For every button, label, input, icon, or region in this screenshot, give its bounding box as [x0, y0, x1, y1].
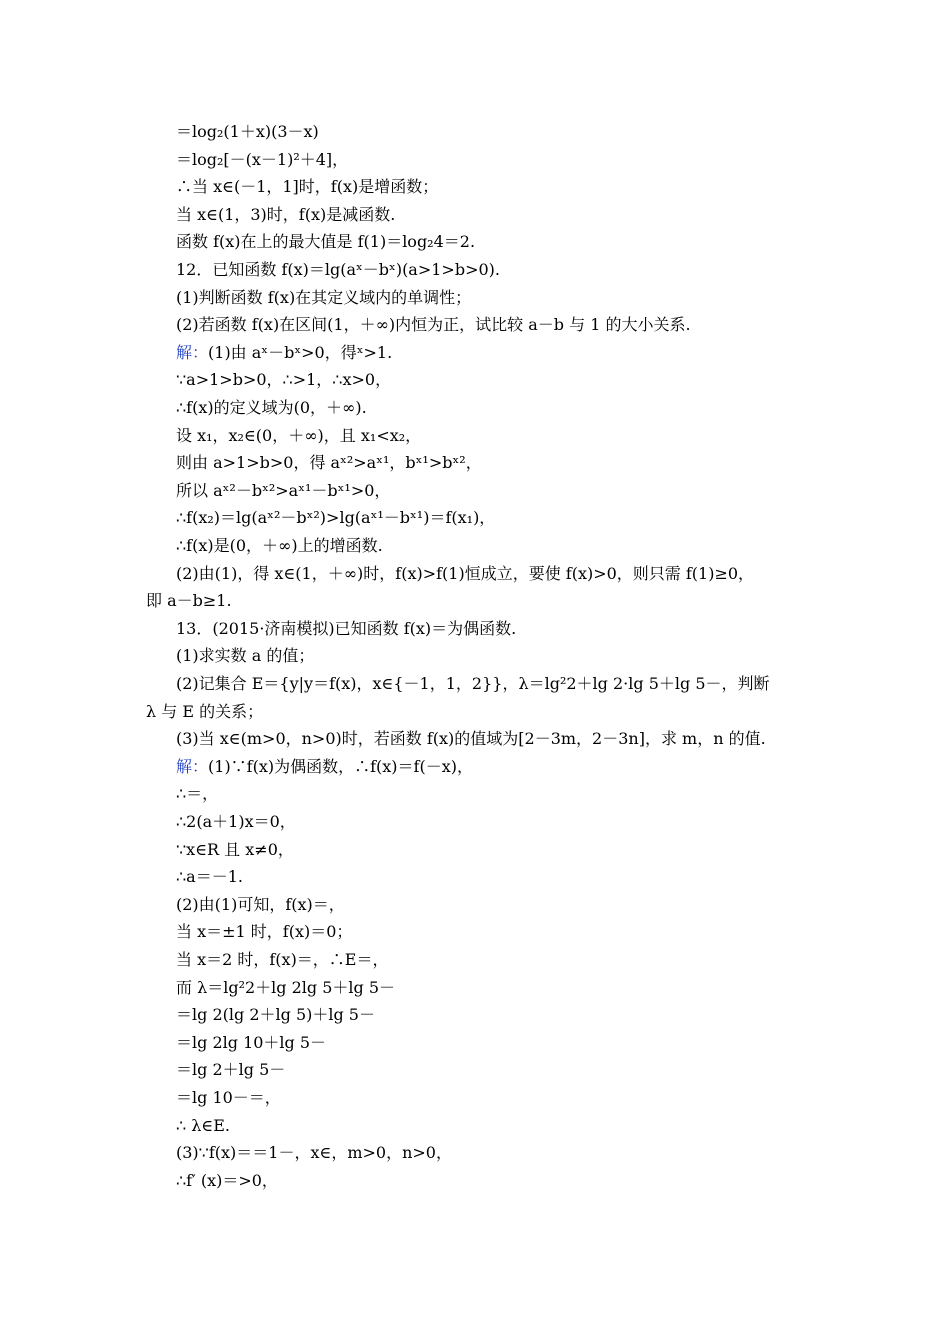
- text-line: [176, 1058, 285, 1082]
- line-text: (1)∵f(x)为偶函数，∴f(x)＝f(－x)，: [208, 757, 473, 776]
- line-text: ＝lg 10－＝，: [176, 1088, 281, 1107]
- line-text: ＝lg 2＋lg 5－: [176, 1060, 286, 1079]
- text-line: [176, 148, 348, 172]
- line-text: (2)记集合 E＝{y|y＝f(x)，x∈{－1，1，2}}，λ＝lg²2＋lg 2·lg 5＋lg 5－，判断: [176, 674, 770, 693]
- line-text: ∴f′ (x)＝>0，: [176, 1171, 278, 1190]
- line-text: ∴a＝－1.: [176, 867, 243, 886]
- text-line: [176, 617, 516, 641]
- text-line: [176, 1003, 375, 1027]
- text-line: [176, 810, 296, 834]
- text-line: [176, 479, 390, 503]
- text-line: [176, 782, 218, 806]
- line-text: 13．(2015·济南模拟)已知函数 f(x)＝为偶函数.: [176, 619, 517, 638]
- line-text: 12．已知函数 f(x)＝lg(aˣ－bˣ)(a>1>b>0).: [176, 260, 500, 279]
- text-line: [176, 424, 421, 448]
- text-line: [176, 313, 691, 337]
- text-line: [176, 865, 243, 889]
- text-line: [176, 644, 314, 668]
- line-text: ∴f(x)的定义域为(0，＋∞).: [176, 398, 367, 417]
- line-text: ＝log₂(1＋x)(3－x): [176, 122, 319, 141]
- line-text: λ 与 E 的关系；: [146, 702, 264, 721]
- text-line: [176, 534, 383, 558]
- line-text: ∴f(x₂)＝lg(aˣ²－bˣ²)>lg(aˣ¹－bˣ¹)＝f(x₁)，: [176, 508, 496, 527]
- line-text: 而 λ＝lg²2＋lg 2lg 5＋lg 5－: [176, 978, 396, 997]
- line-text: (2)由(1)可知，f(x)＝，: [176, 895, 345, 914]
- line-text: ∴当 x∈(－1，1]时，f(x)是增函数；: [176, 177, 439, 196]
- text-line: [176, 230, 475, 254]
- text-line: [176, 368, 391, 392]
- line-text: ∴2(a＋1)x＝0，: [176, 812, 296, 831]
- line-text: ∴ λ∈E.: [176, 1116, 231, 1135]
- text-line: [176, 672, 770, 696]
- solution-label: 解：: [176, 343, 209, 362]
- text-line: [176, 120, 319, 144]
- text-line: [176, 396, 367, 420]
- text-line: [176, 976, 395, 1000]
- text-line: [176, 1141, 452, 1165]
- text-line: [176, 1114, 230, 1138]
- text-line: [176, 920, 352, 944]
- line-text: 设 x₁，x₂∈(0，＋∞)，且 x₁<x₂，: [176, 426, 422, 445]
- text-line: [176, 727, 766, 751]
- line-text: 当 x∈(1，3)时，f(x)是减函数.: [176, 205, 396, 224]
- text-line: [176, 893, 345, 917]
- line-text: (1)由 aˣ－bˣ>0，得ˣ>1.: [208, 343, 393, 362]
- line-text: ∵a>1>b>0，∴>1，∴x>0，: [176, 370, 392, 389]
- text-line: [146, 700, 263, 724]
- line-text: ＝log₂[－(x－1)²＋4]，: [176, 150, 349, 169]
- text-line: [176, 451, 482, 475]
- line-text: (2)由(1)，得 x∈(1，＋∞)时，f(x)>f(1)恒成立，要使 f(x)>0，则只需 f(1)≥0，: [176, 564, 755, 583]
- line-text: ＝lg 2(lg 2＋lg 5)＋lg 5－: [176, 1005, 375, 1024]
- text-line: [176, 1169, 278, 1193]
- line-text: ∴＝，: [176, 784, 219, 803]
- line-text: 当 x＝±1 时，f(x)＝0；: [176, 922, 353, 941]
- line-text: ＝lg 2lg 10＋lg 5－: [176, 1033, 327, 1052]
- line-text: (1)求实数 a 的值；: [176, 646, 315, 665]
- line-text: 则由 a>1>b>0，得 aˣ²>aˣ¹，bˣ¹>bˣ²，: [176, 453, 482, 472]
- text-line: [176, 838, 294, 862]
- text-line: [176, 506, 495, 530]
- text-line: [176, 341, 392, 365]
- text-line: [176, 562, 754, 586]
- line-text: (3)当 x∈(m>0，n>0)时，若函数 f(x)的值域为[2－3m，2－3n]，求 m，n 的值.: [176, 729, 766, 748]
- solution-label: 解：: [176, 757, 209, 776]
- text-line: [176, 175, 438, 199]
- line-text: 所以 aˣ²－bˣ²>aˣ¹－bˣ¹>0，: [176, 481, 391, 500]
- text-line: [176, 203, 395, 227]
- line-text: (1)判断函数 f(x)在其定义域内的单调性；: [176, 288, 472, 307]
- text-line: [176, 258, 500, 282]
- line-text: 函数 f(x)在上的最大值是 f(1)＝log₂4＝2.: [176, 232, 476, 251]
- text-line: [176, 755, 473, 779]
- text-line: [176, 1031, 326, 1055]
- line-text: 当 x＝2 时，f(x)＝，∴E＝，: [176, 950, 389, 969]
- text-line: [176, 1086, 281, 1110]
- text-line: [176, 286, 471, 310]
- line-text: 即 a－b≥1.: [146, 591, 232, 610]
- line-text: (2)若函数 f(x)在区间(1，＋∞)内恒为正，试比较 a－b 与 1 的大小关系.: [176, 315, 691, 334]
- line-text: ∴f(x)是(0，＋∞)上的增函数.: [176, 536, 383, 555]
- line-text: ∵x∈R 且 x≠0，: [176, 840, 294, 859]
- text-line: [146, 589, 232, 613]
- text-line: [176, 948, 389, 972]
- line-text: (3)∵f(x)＝＝1－，x∈，m>0，n>0，: [176, 1143, 452, 1162]
